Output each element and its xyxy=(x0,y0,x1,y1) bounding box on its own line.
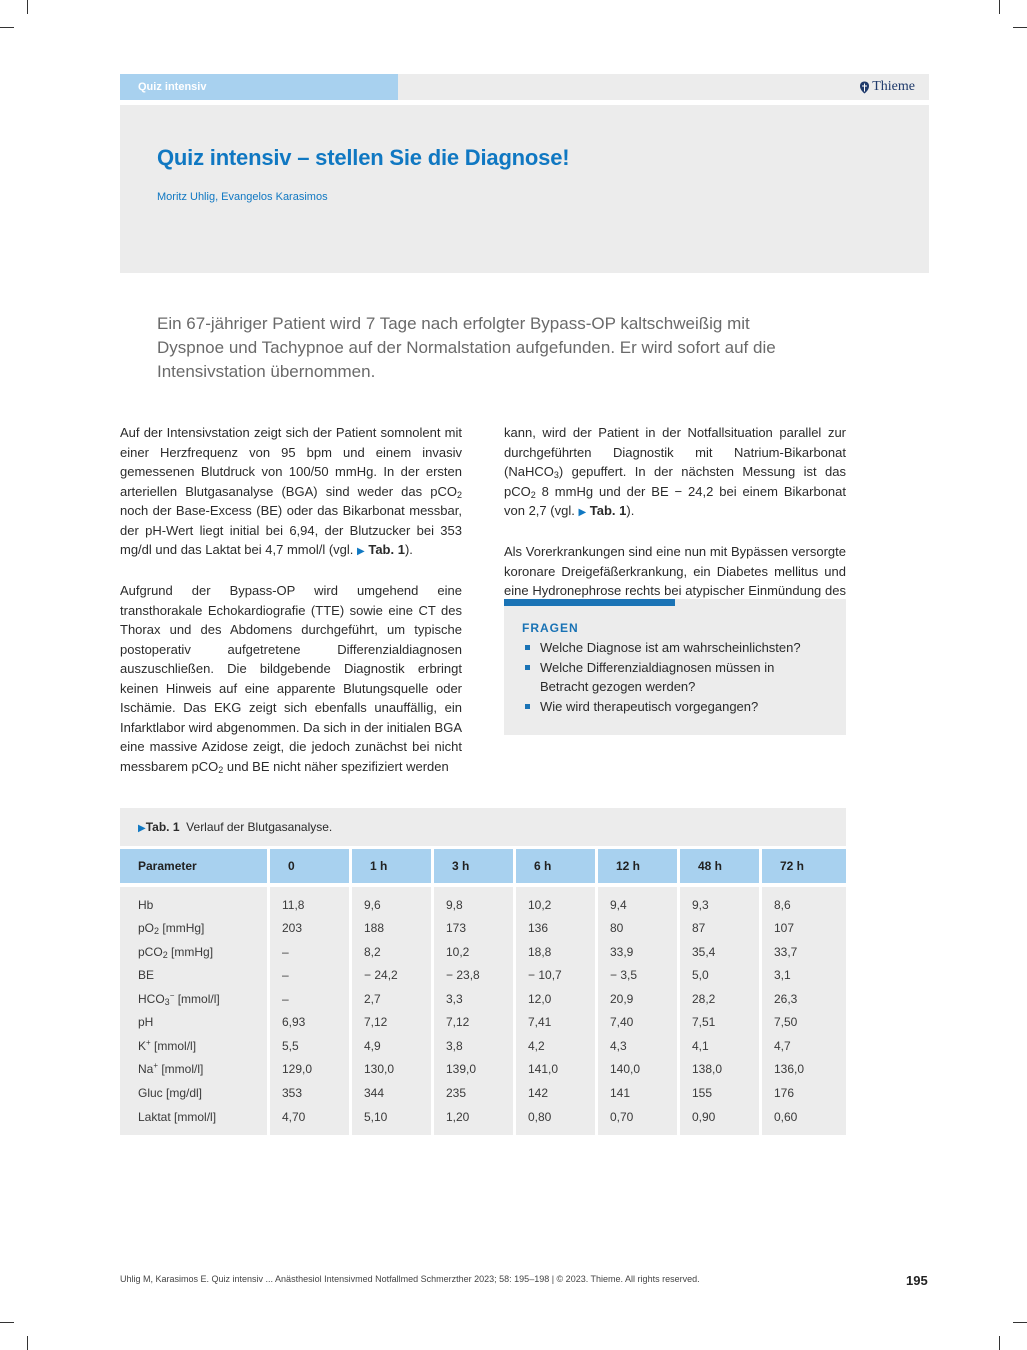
table-header-cell: 3 h xyxy=(434,849,516,887)
parameter-cell: pCO$_2$ [mmHg] xyxy=(120,940,270,964)
table-row xyxy=(120,940,846,964)
value-cell: 33,9 xyxy=(598,940,680,964)
value-cell: − 24,2 xyxy=(352,964,434,988)
table-header-cell: 48 h xyxy=(680,849,762,887)
bullet-icon xyxy=(525,645,530,650)
table-number: Tab. 1 xyxy=(145,820,180,834)
table-row xyxy=(120,893,846,917)
table-row xyxy=(120,1011,846,1035)
value-cell: − 3,5 xyxy=(598,964,680,988)
value-cell: 1,20 xyxy=(434,1105,516,1135)
table-header-row xyxy=(120,849,846,887)
questions-list xyxy=(524,638,824,716)
value-cell: 3,3 xyxy=(434,987,516,1011)
value-cell: 138,0 xyxy=(680,1058,762,1082)
table-header-cell: 0 xyxy=(270,849,352,887)
value-cell: 142 xyxy=(516,1081,598,1105)
crop-mark xyxy=(0,1322,14,1323)
value-cell: 353 xyxy=(270,1081,352,1105)
value-cell: 7,41 xyxy=(516,1011,598,1035)
value-cell: 136 xyxy=(516,917,598,941)
crop-mark xyxy=(999,0,1000,14)
value-cell: 7,51 xyxy=(680,1011,762,1035)
value-cell: 11,8 xyxy=(270,893,352,917)
cross-ref-arrow-icon: ▶ xyxy=(578,507,587,518)
table-caption-text: Verlauf der Blutgasanalyse. xyxy=(186,820,333,834)
value-cell: 26,3 xyxy=(762,987,846,1011)
value-cell: 0,60 xyxy=(762,1105,846,1135)
value-cell: 7,50 xyxy=(762,1011,846,1035)
value-cell: − 23,8 xyxy=(434,964,516,988)
value-cell: 139,0 xyxy=(434,1058,516,1082)
value-cell: 9,8 xyxy=(434,893,516,917)
table-header-parameter: Parameter xyxy=(120,849,270,887)
table-row xyxy=(120,987,846,1011)
table-row xyxy=(120,917,846,941)
value-cell: 10,2 xyxy=(516,893,598,917)
value-cell: – xyxy=(270,940,352,964)
value-cell: 235 xyxy=(434,1081,516,1105)
value-cell: 4,9 xyxy=(352,1034,434,1058)
bullet-icon xyxy=(525,704,530,709)
body-paragraph-3: Als Vorerkrankungen sind eine nun mit Bypässen versorgte koronare Dreigefäßerkrankung, ein Diabetes mellitus und eine Hydronephrose rechts bei atypischer Einmündung des xyxy=(504,544,846,598)
questions-box xyxy=(504,599,846,735)
value-cell: 4,2 xyxy=(516,1034,598,1058)
value-cell: 7,40 xyxy=(598,1011,680,1035)
value-cell: 6,93 xyxy=(270,1011,352,1035)
table-header-cell: 12 h xyxy=(598,849,680,887)
header-bar xyxy=(120,74,929,100)
table-caption xyxy=(120,808,846,846)
value-cell: 18,8 xyxy=(516,940,598,964)
body-column-left xyxy=(120,423,462,796)
question-item: Wie wird therapeutisch vorgegangen? xyxy=(524,697,824,717)
page-number: 195 xyxy=(906,1273,928,1288)
parameter-cell: Hb xyxy=(120,893,270,917)
value-cell: 203 xyxy=(270,917,352,941)
value-cell: 129,0 xyxy=(270,1058,352,1082)
value-cell: 130,0 xyxy=(352,1058,434,1082)
body-paragraph-2-continued: kann, wird der Patient in der Notfallsituation parallel zur durchgeführten Diagnostik mit Natrium-Bikarbonat (NaHCO$_3$) gepuffert. In der nächsten Messung ist das pCO$_2$ 8 mmHg und der BE − 24,2 bei einem Bikarbonat von 2,7 (vgl. ▶ Tab. 1). xyxy=(504,425,846,518)
parameter-cell: Gluc [mg/dl] xyxy=(120,1081,270,1105)
parameter-cell: $HCO_3^-$ [mmol/l] xyxy=(120,987,270,1011)
value-cell: 0,70 xyxy=(598,1105,680,1135)
crop-mark xyxy=(27,0,28,14)
footer-citation: Uhlig M, Karasimos E. Quiz intensiv ... Anästhesiol Intensivmed Notfallmed Schmerzther 2023; 58: 195–198 | © 2023. Thieme. All rights reserved. xyxy=(120,1274,700,1284)
question-item: Welche Differenzialdiagnosen müssen in Betracht gezogen werden? xyxy=(524,658,824,697)
parameter-cell: K+ [mmol/l] xyxy=(120,1034,270,1058)
body-paragraph-1: Auf der Intensivstation zeigt sich der Patient somnolent mit einer Herzfrequenz von 95 bpm und einem invasiv gemessenen Blutdruck von 100/50 mmHg. In der ersten arteriellen Blutgasanalyse (BGA) sind weder das pCO$_2$ noch der Base-Excess (BE) oder das Bikarbonat messbar, der pH-Wert liegt initial bei 6,94, der Blutzucker bei 353 mg/dl und das Laktat bei 4,7 mmol/l (vgl. ▶ Tab. 1). xyxy=(120,425,462,557)
blood-gas-table xyxy=(120,849,846,1135)
question-item: Welche Diagnose ist am wahrscheinlichsten? xyxy=(524,638,824,658)
table-body xyxy=(120,887,846,1135)
questions-accent-bar xyxy=(504,599,675,606)
table-header-cell: 1 h xyxy=(352,849,434,887)
parameter-cell: Na+ [mmol/l] xyxy=(120,1058,270,1082)
value-cell: 140,0 xyxy=(598,1058,680,1082)
article-authors: Moritz Uhlig, Evangelos Karasimos xyxy=(157,191,328,203)
section-label: Quiz intensiv xyxy=(120,74,398,100)
value-cell: 5,10 xyxy=(352,1105,434,1135)
value-cell: 9,6 xyxy=(352,893,434,917)
value-cell: 344 xyxy=(352,1081,434,1105)
table-row xyxy=(120,964,846,988)
value-cell: 141 xyxy=(598,1081,680,1105)
crop-mark xyxy=(27,1336,28,1350)
value-cell: 8,6 xyxy=(762,893,846,917)
value-cell: 136,0 xyxy=(762,1058,846,1082)
value-cell: – xyxy=(270,987,352,1011)
value-cell: – xyxy=(270,964,352,988)
table-row xyxy=(120,1105,846,1135)
bullet-icon xyxy=(525,665,530,670)
table-reference-link[interactable]: Tab. 1 xyxy=(368,542,405,557)
table-header-cell: 72 h xyxy=(762,849,846,887)
value-cell: − 10,7 xyxy=(516,964,598,988)
value-cell: 33,7 xyxy=(762,940,846,964)
table-arrow-icon: ▶ xyxy=(138,823,146,834)
crop-mark xyxy=(0,27,14,28)
crop-mark xyxy=(1013,1322,1027,1323)
value-cell: 87 xyxy=(680,917,762,941)
value-cell: 9,4 xyxy=(598,893,680,917)
value-cell: 4,7 xyxy=(762,1034,846,1058)
value-cell: 3,1 xyxy=(762,964,846,988)
value-cell: 4,1 xyxy=(680,1034,762,1058)
body-paragraph-2: Aufgrund der Bypass-OP wird umgehend eine transthorakale Echokardiografie (TTE) sowie eine CT des Thorax und des Abdomens durchgeführt, um typische postoperativ aufgetretene Differenzialdiagnosen auszuschließen. Die bildgebende Diagnostik erbringt keinen Hinweis auf eine apparente Blutungsquelle oder Ischämie. Das EKG zeigt sich ebenfalls unauffällig, ein Infarktlabor wird abgenommen. Da sich in der initialen BGA eine massive Azidose zeigt, die jedoch zunächst bei nicht messbarem pCO$_2$ und BE nicht näher spezifiziert werden xyxy=(120,583,462,775)
article-title: Quiz intensiv – stellen Sie die Diagnose! xyxy=(157,145,570,170)
value-cell: 173 xyxy=(434,917,516,941)
table-row xyxy=(120,1058,846,1082)
value-cell: 4,70 xyxy=(270,1105,352,1135)
crop-mark xyxy=(999,1336,1000,1350)
lead-paragraph: Ein 67-jähriger Patient wird 7 Tage nach erfolgter Bypass-OP kaltschweißig mit Dyspnoe und Tachypnoe auf der Normalstation aufgefunden. Er wird sofort auf die Intensivstation übernommen. xyxy=(157,314,776,381)
value-cell: 0,90 xyxy=(680,1105,762,1135)
value-cell: 9,3 xyxy=(680,893,762,917)
value-cell: 188 xyxy=(352,917,434,941)
value-cell: 8,2 xyxy=(352,940,434,964)
crop-mark xyxy=(1013,27,1027,28)
value-cell: 155 xyxy=(680,1081,762,1105)
value-cell: 12,0 xyxy=(516,987,598,1011)
value-cell: 28,2 xyxy=(680,987,762,1011)
value-cell: 176 xyxy=(762,1081,846,1105)
parameter-cell: pH xyxy=(120,1011,270,1035)
table-header-cell: 6 h xyxy=(516,849,598,887)
cross-ref-arrow-icon: ▶ xyxy=(357,546,365,557)
thieme-logo-icon xyxy=(859,81,870,94)
table-reference-link[interactable]: Tab. 1 xyxy=(589,503,627,518)
value-cell: 20,9 xyxy=(598,987,680,1011)
value-cell: 0,80 xyxy=(516,1105,598,1135)
value-cell: 4,3 xyxy=(598,1034,680,1058)
value-cell: 7,12 xyxy=(352,1011,434,1035)
value-cell: 2,7 xyxy=(352,987,434,1011)
brand-name: Thieme xyxy=(872,79,915,94)
table-row xyxy=(120,1081,846,1105)
value-cell: 5,5 xyxy=(270,1034,352,1058)
value-cell: 141,0 xyxy=(516,1058,598,1082)
parameter-cell: $pO_2$ [mmHg] xyxy=(120,917,270,941)
parameter-cell: BE xyxy=(120,964,270,988)
value-cell: 10,2 xyxy=(434,940,516,964)
value-cell: 7,12 xyxy=(434,1011,516,1035)
questions-heading: FRAGEN xyxy=(522,621,579,635)
value-cell: 107 xyxy=(762,917,846,941)
value-cell: 3,8 xyxy=(434,1034,516,1058)
value-cell: 35,4 xyxy=(680,940,762,964)
table-row xyxy=(120,1034,846,1058)
parameter-cell: Laktat [mmol/l] xyxy=(120,1105,270,1135)
value-cell: 5,0 xyxy=(680,964,762,988)
value-cell: 80 xyxy=(598,917,680,941)
title-box xyxy=(120,105,929,273)
publisher-brand xyxy=(859,74,915,100)
